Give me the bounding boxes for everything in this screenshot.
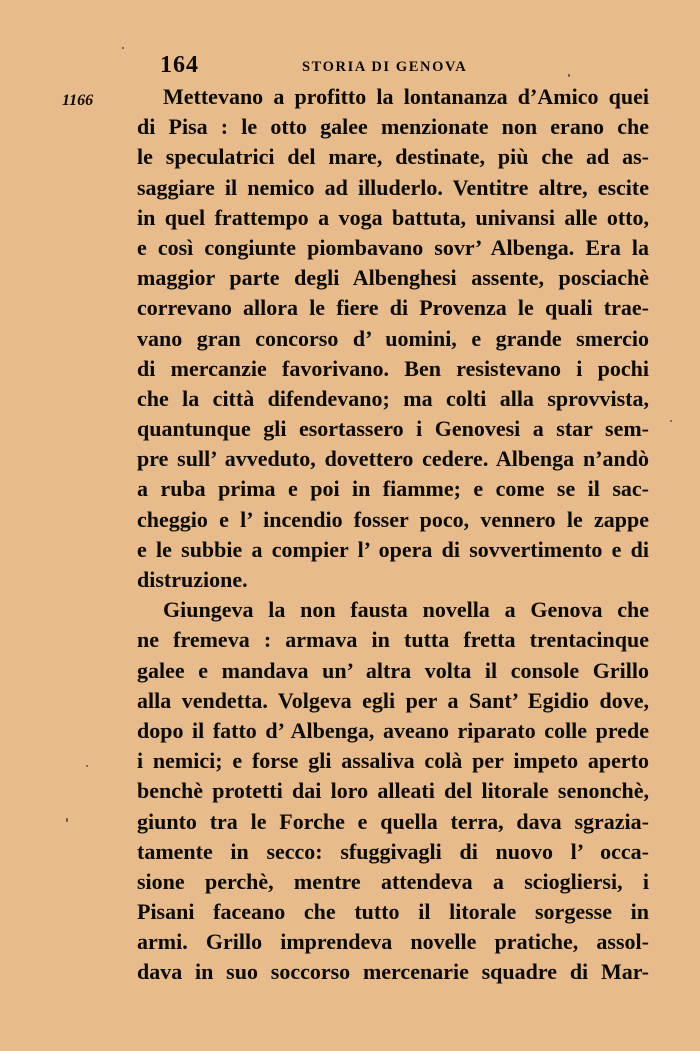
text-line: distruzione. bbox=[137, 567, 248, 592]
text-line: maggior parte degli Albenghesi assente, posciachè bbox=[137, 265, 649, 291]
text-line: saggiare il nemico ad illuderlo. Ventitre altre, escite bbox=[137, 174, 649, 200]
running-head bbox=[0, 52, 700, 82]
text-line: alla vendetta. Volgeva egli per a Sant’ Egidio dove, bbox=[137, 687, 649, 713]
text-line: di mercanzie favorivano. Ben resistevano i pochi bbox=[137, 355, 649, 381]
paper-speck bbox=[86, 765, 88, 767]
text-line: Giungeva la non fausta novella a Genova che bbox=[163, 597, 649, 623]
text-line: pre sull’ avveduto, dovettero cedere. Albenga n’andò bbox=[137, 446, 649, 472]
text-line: di Pisa : le otto galee menzionate non erano che bbox=[137, 114, 649, 140]
paper-speck bbox=[568, 74, 570, 77]
text-line: i nemici; e forse gli assaliva colà per impeto aperto bbox=[137, 748, 649, 774]
text-line: in quel frattempo a voga battuta, univansi alle otto, bbox=[137, 204, 649, 230]
text-line: Pisani faceano che tutto il litorale sorgesse in bbox=[137, 899, 649, 925]
text-line: a ruba prima e poi in fiamme; e come se il sac- bbox=[137, 476, 649, 502]
running-title: STORIA DI GENOVA bbox=[302, 59, 468, 75]
text-line: Mettevano a profitto la lontananza d’Amico quei bbox=[163, 84, 649, 109]
text-line: tamente in secco: sfuggivagli di nuovo l’ occa- bbox=[137, 838, 649, 864]
text-line: giunto tra le Forche e quella terra, dava sgrazia- bbox=[137, 808, 649, 834]
text-line: cheggio e l’ incendio fosser poco, vennero le zappe bbox=[137, 506, 649, 532]
text-line: vano gran concorso d’ uomini, e grande smercio bbox=[137, 325, 649, 351]
paper-speck bbox=[122, 47, 124, 49]
text-line: dava in suo soccorso mercenarie squadre di Mar- bbox=[137, 959, 649, 985]
text-line: ne fremeva : armava in tutta fretta trentacinque bbox=[137, 627, 649, 653]
text-line: dopo il fatto d’ Albenga, aveano riparato colle prede bbox=[137, 717, 649, 743]
text-line: e così congiunte piombavano sovr’ Albenga. Era la bbox=[137, 234, 649, 260]
page-number: 164 bbox=[160, 52, 199, 78]
margin-year-note: 1166 bbox=[62, 92, 94, 109]
text-line: benchè protetti dai loro alleati del litorale senonchè, bbox=[137, 778, 649, 804]
text-line: che la città difendevano; ma colti alla sprovvista, bbox=[137, 385, 649, 411]
body-text bbox=[137, 82, 649, 988]
paper-speck bbox=[66, 818, 68, 822]
text-line: quantunque gli esortassero i Genovesi a star sem- bbox=[137, 416, 649, 442]
text-line: sione perchè, mentre attendeva a sciogliersi, i bbox=[137, 868, 649, 894]
text-line: correvano allora le fiere di Provenza le quali trae- bbox=[137, 295, 649, 321]
text-line: le speculatrici del mare, destinate, più che ad as- bbox=[137, 144, 649, 170]
text-line: armi. Grillo imprendeva novelle pratiche, assol- bbox=[137, 929, 649, 955]
paper-speck bbox=[670, 420, 672, 422]
text-line: galee e mandava un’ altra volta il console Grillo bbox=[137, 657, 649, 683]
text-line: e le subbie a compier l’ opera di sovvertimento e di bbox=[137, 536, 649, 562]
